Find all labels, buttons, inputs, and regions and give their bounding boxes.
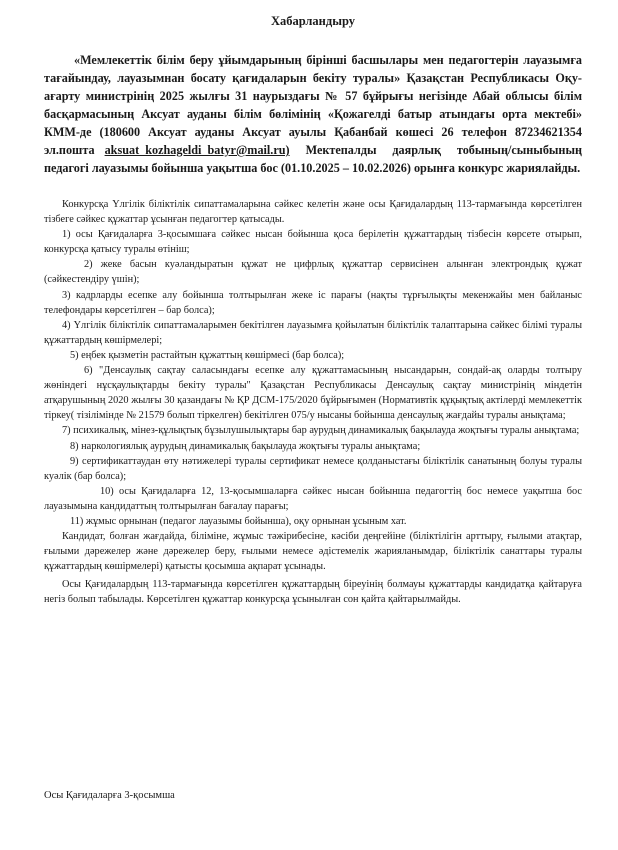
contact-email: aksuat_kozhageldi_batyr@mail.ru) bbox=[104, 143, 290, 157]
document-body bbox=[44, 197, 582, 608]
announcement-intro bbox=[44, 51, 582, 177]
appendix-note: Осы Қағидаларға 3-қосымша bbox=[44, 790, 175, 801]
document-title: Хабарландыру bbox=[270, 14, 355, 28]
list-item-8: 8) наркологиялық аурудың динамикалық бақылауда жоқтығы туралы анықтама; bbox=[70, 440, 421, 452]
list-item-3: 3) кадрларды есепке алу бойынша толтырылған жеке іс парағы (нақты тұрғылықты мекенжайы мен байланыс телефондары көрсетілген – бар болса); bbox=[44, 289, 582, 316]
list-item-6: 6) "Денсаулық сақтау саласындағы есепке алу құжаттамасының нысандарын, сондай-ақ оларды толтыру жөніндегі нұсқаулықтарды бекіту туралы" Қазақстан Республикасы Денсаулық сақтау министрінің міндетін атқарушының 2020 жылғы 30 қазандағы № ҚР ДСМ-175/2020 бұйрығымен (Нормативтік құқықтық актілерді мемлекеттік тіркеу( тізілімінде № 21579 болып тіркелген) бекітілген 075/у нысаны бойынша денсаулық жағдайы туралы анықтама; bbox=[44, 365, 582, 422]
list-item-4: 4) Үлгілік біліктілік сипаттамаларымен бекітілген лауазымға қойылатын біліктілік талаптарына сәйкес білімі туралы құжаттардың көшірмелері; bbox=[44, 319, 582, 346]
list-item-9: 9) сертификаттаудан өту нәтижелері туралы сертификат немесе қолданыстағы біліктілік санатының болуы туралы куәлік (бар болса); bbox=[44, 455, 582, 482]
paragraph-conditions: Конкурсқа Үлгілік біліктілік сипаттамаларына сәйкес келетін және осы Қағидалардың 113-тармағында көрсетілген тізбеге сәйкес құжаттар ұсынған педагогтер қатысады. bbox=[44, 199, 582, 226]
list-item-5: 5) еңбек қызметін растайтын құжаттың көшірмесі (бар болса); bbox=[70, 349, 345, 361]
list-item-1: 1) осы Қағидаларға 3-қосымшаға сәйкес нысан бойынша қоса берілетін құжаттардың тізбесін көрсете отырып, конкурсқа қатысу туралы өтініш; bbox=[44, 229, 582, 256]
paragraph-return-documents: Осы Қағидалардың 113-тармағында көрсетілген құжаттардың біреуінің болмауы құжаттарды кандидатқа қайтаруға негіз болып табылады. Көрсетілген құжаттар конкурсқа ұсынылған сон қайта қайтарылмайды. bbox=[44, 579, 582, 606]
list-item-10: 10) осы Қағидаларға 12, 13-қосымшаларға сәйкес нысан бойынша педагогтің бос немесе уақытша бос лауазымына кандидаттың толтырылған бағалау парағы; bbox=[44, 485, 582, 512]
intro-text-after: Мектепалды даярлық тобының/сыныбының педагогі лауазымы бойынша уақытша бос (01.10.2025 – 10.02.2026) орынға конкурс жариялайды. bbox=[44, 143, 582, 175]
list-item-2: 2) жеке басын куәландыратын құжат не цифрлық құжаттар сервисінен алынған электрондық құжат (сәйкестендіру үшін); bbox=[44, 259, 582, 286]
intro-text: «Мемлекеттік білім беру ұйымдарының бірінші басшылары мен педагогтерін лауазымға тағайындау, лауазымнан босату қағидаларын бекіту туралы» Қазақстан Республикасы Оқу-ағарту министрінің 2025 жылғы 31 наурыздағы № 57 бұйрығы негізінде Абай облысы білім басқармасының Аксуат ауданы білім бөлімінің «Қожагелді батыр атындағы орта мектебі» КММ-де (180600 Аксуат ауданы Аксуат ауылы Қабанбай көшесі 26 телефон 87234621354 эл.пошта bbox=[44, 53, 582, 157]
paragraph-additional-info: Кандидат, болған жағдайда, біліміне, жұмыс тәжірибесіне, кәсіби деңгейіне (біліктілігін арттыру, ғылыми атақтар, ғылыми дәрежелер және дәрежелер беру, ғылыми немесе әдістемелік жарияланымдар, біліктілік санаттары туралы құжаттардың көшірмелері) қатысты қосымша ақпарат ұсынады. bbox=[44, 531, 582, 573]
list-item-7: 7) психикалық, мінез-құлықтық бұзылушылықтары бар аурудың динамикалық бақылауда жоқтығы туралы анықтама; bbox=[62, 425, 580, 437]
list-item-11: 11) жұмыс орнынан (педагог лауазымы бойынша), оқу орнынан ұсыным хат. bbox=[70, 515, 407, 527]
